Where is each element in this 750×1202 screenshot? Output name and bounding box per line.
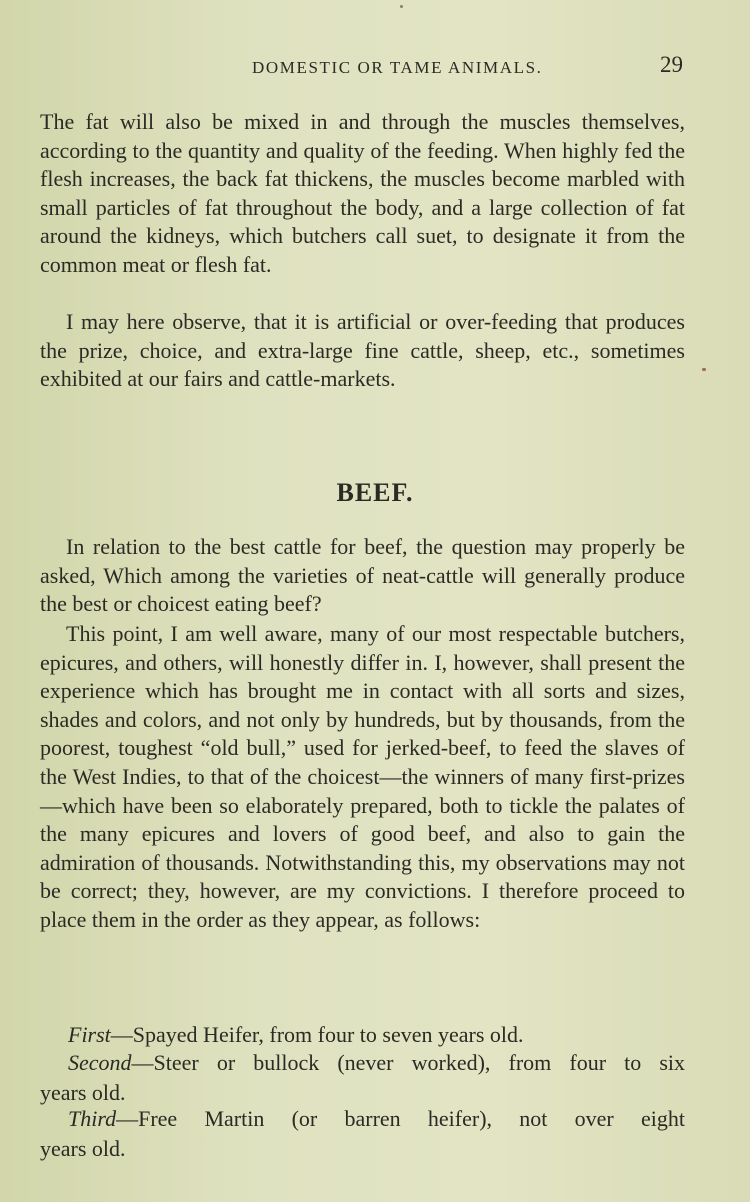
page-number: 29: [660, 52, 683, 77]
paragraph-experience: This point, I am well aware, many of our most respectable butchers, epicures, and others, will honestly differ in. I, however, shall present the experience which has brought me in contact with all sorts and sizes, shades and colors, and not only by hundreds, but by thousands, from the poorest, toughest “old bull,” used for jerked-beef, to feed the slaves of the West Indies, to that of the choicest—the winners of many first-prizes—which have been so elaborately prepared, both to tickle the palates of the many epicures and lovers of good beef, and also to gain the admiration of thousands. Notwithstanding this, my observations may not be correct; they, however, are my convictions. I therefore proceed to place them in the order as they appear, as follows:: [40, 621, 685, 932]
item-ordinal: Second: [68, 1050, 132, 1075]
section-heading: BEEF.: [336, 478, 414, 507]
paragraph-fat: The fat will also be mixed in and through the muscles themselves, according to the quantity and quality of the feeding. When highly fed the flesh increases, the back fat thickens, the muscles become marbled with small particles of fat throughout the body, and a large collection of fat around the kidneys, which butchers call suet, to designate it from the common meat or flesh fat.: [40, 109, 685, 277]
list-item: [40, 1020, 685, 1050]
item-ordinal: First: [68, 1022, 111, 1047]
item-continuation: years old.: [40, 1080, 126, 1105]
item-continuation: years old.: [40, 1136, 126, 1161]
item-text: —Free Martin (or barren heifer), not over eight: [116, 1106, 685, 1131]
list-item: [40, 1104, 685, 1164]
paragraph-best-cattle: In relation to the best cattle for beef, the question may properly be asked, Which among the varieties of neat-cattle will generally produce the best or choicest eating beef?: [40, 534, 685, 617]
paper-speck: [702, 368, 706, 371]
item-text: —Spayed Heifer, from four to seven years old.: [110, 1022, 524, 1047]
paragraph-over-feeding: I may here observe, that it is artificial or over-feeding that produces the prize, choice, and extra-large fine cattle, sheep, etc., sometimes exhibited at our fairs and cattle-markets.: [40, 309, 685, 392]
item-text: —Steer or bullock (never worked), from four to six: [131, 1050, 685, 1075]
paper-speck: [400, 5, 403, 8]
list-item: [40, 1048, 685, 1108]
running-title: DOMESTIC OR TAME ANIMALS.: [252, 58, 543, 77]
running-header: [40, 52, 685, 82]
item-ordinal: Third: [68, 1106, 117, 1131]
